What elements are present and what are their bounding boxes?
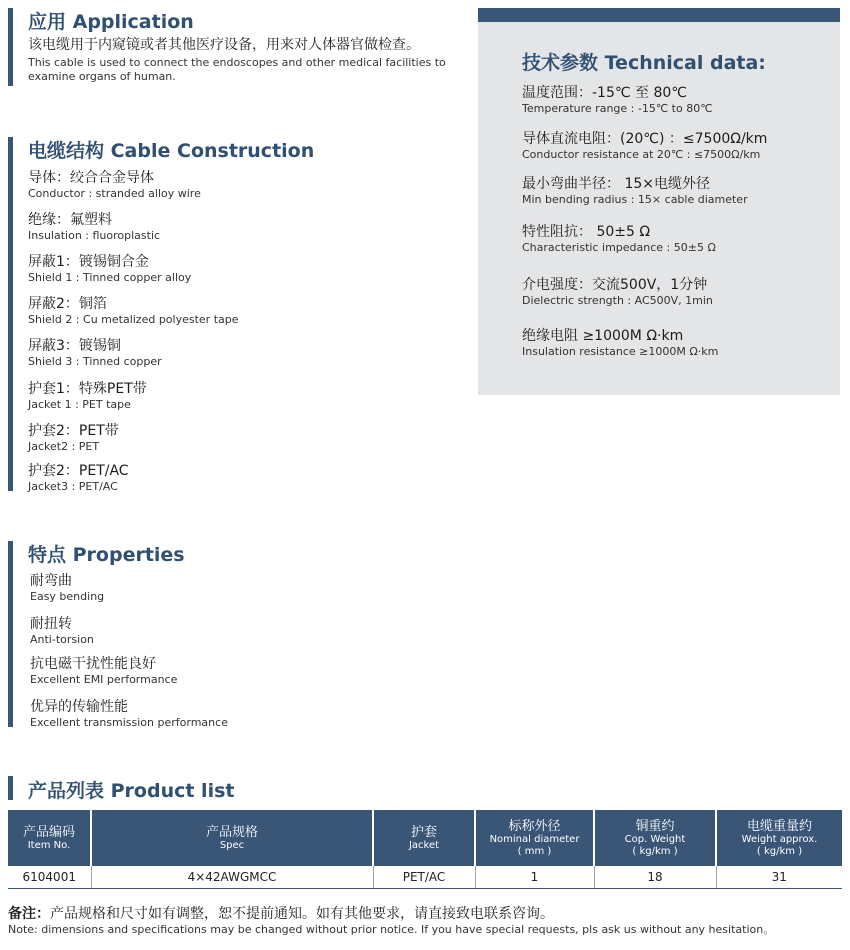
construction-item-en: Shield 1 : Tinned copper alloy bbox=[28, 271, 192, 284]
column-header-unit: ( mm ) bbox=[517, 845, 552, 857]
cell-cop-weight: 18 bbox=[594, 866, 716, 889]
product-table bbox=[8, 810, 842, 889]
technical-item-en: Conductor resistance at 20℃ : ≤7500Ω/km bbox=[522, 148, 761, 161]
construction-item bbox=[28, 423, 119, 454]
technical-item bbox=[522, 224, 716, 255]
construction-item-en: Conductor : stranded alloy wire bbox=[28, 187, 201, 200]
column-header-en: Cop. Weight bbox=[624, 833, 686, 845]
construction-item bbox=[28, 381, 147, 412]
construction-heading: 电缆结构 Cable Construction bbox=[28, 140, 315, 162]
note-text-en: Note: dimensions and specifications may be changed without prior notice. If you have special requests, pls ask us without any hesitation。 bbox=[8, 923, 775, 936]
property-item-zh: 优异的传输性能 bbox=[30, 699, 128, 715]
column-header-jacket bbox=[373, 810, 475, 866]
technical-item bbox=[522, 131, 767, 162]
construction-item bbox=[28, 212, 160, 243]
technical-item-en: Dielectric strength : AC500V, 1min bbox=[522, 294, 713, 307]
construction-accent-bar bbox=[8, 137, 13, 491]
application-accent-bar bbox=[8, 8, 13, 86]
column-header-en: Item No. bbox=[27, 839, 71, 851]
column-header-zh: 产品规格 bbox=[205, 824, 258, 840]
property-item-zh: 耐扭转 bbox=[30, 616, 72, 632]
cell-item-no: 6104001 bbox=[8, 866, 91, 889]
property-item-zh: 耐弯曲 bbox=[30, 573, 72, 589]
table-header-row bbox=[8, 810, 842, 866]
technical-item bbox=[522, 176, 748, 207]
property-item bbox=[30, 656, 177, 687]
properties-heading: 特点 Properties bbox=[28, 544, 185, 566]
construction-item bbox=[28, 463, 129, 494]
property-item bbox=[30, 699, 228, 730]
construction-item-en: Jacket2 : PET bbox=[28, 440, 100, 453]
technical-item-zh: 导体直流电阻：(20℃) ：≤7500Ω/km bbox=[522, 131, 768, 147]
cell-jacket: PET/AC bbox=[373, 866, 475, 889]
column-header-unit: ( kg/km ) bbox=[756, 845, 803, 857]
property-item-en: Easy bending bbox=[30, 590, 105, 603]
product-list-heading: 产品列表 Product list bbox=[28, 780, 235, 802]
construction-item bbox=[28, 170, 201, 201]
technical-item bbox=[522, 85, 713, 116]
technical-data-panel bbox=[478, 8, 840, 395]
column-header-unit: ( kg/km ) bbox=[632, 845, 678, 857]
property-item-en: Excellent EMI performance bbox=[30, 673, 178, 686]
column-header-zh: 产品编码 bbox=[22, 824, 75, 840]
technical-item bbox=[522, 328, 718, 359]
technical-item-en: Characteristic impedance : 50±5 Ω bbox=[522, 241, 716, 254]
technical-heading: 技术参数 Technical data: bbox=[522, 52, 766, 74]
technical-item-zh: 特性阻抗： 50±5 Ω bbox=[522, 224, 651, 240]
technical-item-zh: 介电强度：交流500V，1分钟 bbox=[522, 277, 708, 293]
construction-item-zh: 绝缘：氟塑料 bbox=[28, 212, 112, 228]
property-item bbox=[30, 573, 104, 604]
construction-item-zh: 屏蔽2：铜箔 bbox=[28, 296, 107, 312]
construction-item-zh: 护套1：特殊PET带 bbox=[28, 381, 147, 397]
construction-item-en: Jacket3 : PET/AC bbox=[28, 480, 118, 493]
construction-item-en: Jacket 1 : PET tape bbox=[28, 398, 131, 411]
construction-item bbox=[28, 296, 239, 327]
properties-accent-bar bbox=[8, 541, 13, 727]
product-list-accent-bar bbox=[8, 776, 13, 800]
column-header-weight bbox=[716, 810, 842, 866]
application-text-zh: 该电缆用于内窥镜或者其他医疗设备，用来对人体器官做检查。 bbox=[28, 37, 420, 53]
construction-item-en: Insulation : fluoroplastic bbox=[28, 229, 161, 242]
column-header-en: Weight approx. bbox=[741, 833, 818, 845]
property-item-en: Anti-torsion bbox=[30, 633, 94, 646]
technical-item-zh: 绝缘电阻 ≥1000M Ω·km bbox=[522, 328, 684, 344]
technical-item-zh: 最小弯曲半径： 15×电缆外径 bbox=[522, 176, 710, 192]
column-header-en: Jacket bbox=[408, 839, 440, 851]
column-header-en: Spec bbox=[219, 839, 245, 851]
note bbox=[8, 906, 774, 937]
note-text-zh: 产品规格和尺寸如有调整，恕不提前通知。如有其他要求，请直接致电联系咨询。 bbox=[50, 906, 554, 922]
column-header-zh: 铜重约 bbox=[635, 818, 675, 834]
technical-item-en: Min bending radius : 15× cable diameter bbox=[522, 193, 748, 206]
column-header-zh: 电缆重量约 bbox=[746, 818, 812, 834]
construction-item-en: Shield 3 : Tinned copper bbox=[28, 355, 162, 368]
technical-item bbox=[522, 277, 713, 308]
column-header-zh: 护套 bbox=[410, 824, 437, 840]
column-header-cop-weight bbox=[594, 810, 716, 866]
column-header-item-no bbox=[8, 810, 91, 866]
property-item bbox=[30, 616, 94, 647]
technical-panel-top-bar bbox=[478, 8, 840, 22]
application-heading: 应用 Application bbox=[28, 11, 194, 33]
property-item-zh: 抗电磁干扰性能良好 bbox=[30, 656, 156, 672]
application-text-en-1: This cable is used to connect the endoscopes and other medical facilities to bbox=[28, 56, 446, 69]
table-row bbox=[8, 866, 842, 889]
construction-item-zh: 导体：绞合合金导体 bbox=[28, 170, 154, 186]
cell-diameter: 1 bbox=[475, 866, 594, 889]
construction-item-zh: 屏蔽3：镀锡铜 bbox=[28, 338, 121, 354]
column-header-diameter bbox=[475, 810, 594, 866]
technical-item-en: Insulation resistance ≥1000M Ω·km bbox=[522, 345, 719, 358]
construction-item-zh: 屏蔽1：镀锡铜合金 bbox=[28, 254, 149, 270]
column-header-spec bbox=[91, 810, 373, 866]
note-zh-line bbox=[8, 906, 774, 923]
technical-item-en: Temperature range : -15℃ to 80℃ bbox=[522, 102, 713, 115]
application-text-en-2: examine organs of human. bbox=[28, 70, 176, 83]
column-header-zh: 标称外径 bbox=[508, 818, 561, 834]
construction-item bbox=[28, 338, 162, 369]
construction-item-zh: 护套2：PET/AC bbox=[28, 463, 129, 479]
construction-item-en: Shield 2 : Cu metalized polyester tape bbox=[28, 313, 239, 326]
property-item-en: Excellent transmission performance bbox=[30, 716, 228, 729]
construction-item-zh: 护套2：PET带 bbox=[28, 423, 119, 439]
note-label: 备注： bbox=[8, 906, 50, 922]
construction-item bbox=[28, 254, 191, 285]
technical-item-zh: 温度范围：-15℃ 至 80℃ bbox=[522, 85, 688, 101]
cell-weight: 31 bbox=[716, 866, 842, 889]
cell-spec: 4×42AWGMCC bbox=[91, 866, 373, 889]
column-header-en: Nominal diameter bbox=[489, 833, 580, 845]
